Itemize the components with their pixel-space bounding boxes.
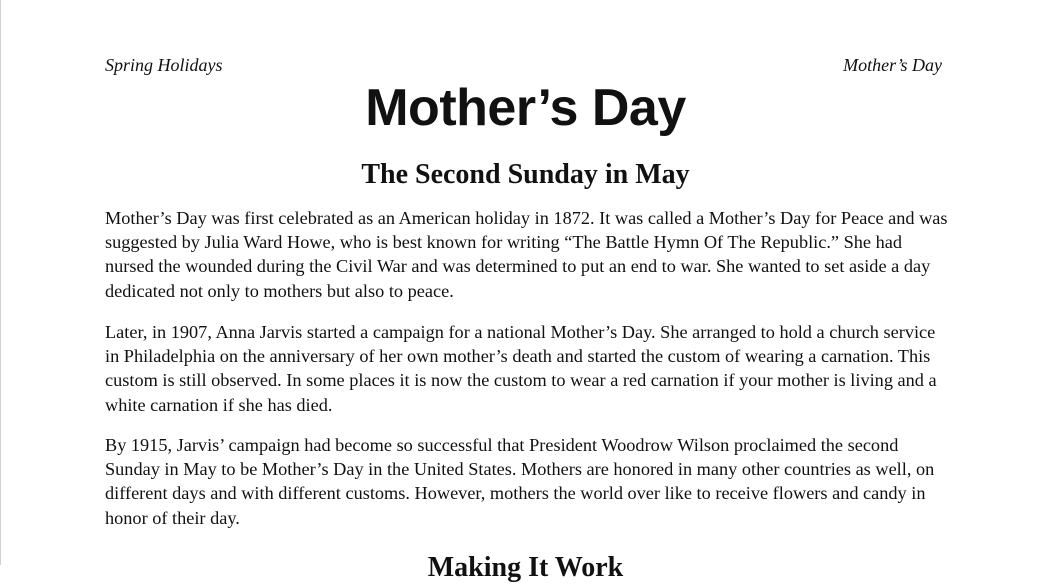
paragraph-anna-jarvis: Later, in 1907, Anna Jarvis started a campaign for a national Mother’s Day. She arranged to hold a church service in Philadelphia on the anniversary of her own mother’s death and started the custom of wearing a carnation. This custom is still observed. In some places it is now the custom to wear a red carnation if your mother is living and a white carnation if she has died. — [105, 322, 937, 415]
section-heading: Making It Work — [427, 552, 624, 583]
page-subtitle: The Second Sunday in May — [361, 159, 690, 190]
running-header-topic: Mother’s Day — [843, 55, 942, 75]
running-header-section: Spring Holidays — [105, 55, 223, 75]
page-title: Mother’s Day — [365, 79, 686, 137]
paragraph-national-holiday: By 1915, Jarvis’ campaign had become so successful that President Woodrow Wilson proclaimed the second Sunday in May to be Mother’s Day in the United States. Mothers are honored in many other countries as well, on different days and with different customs. However, mothers the world over like to receive flowers and candy in honor of their day. — [105, 435, 935, 528]
paragraph-history: Mother’s Day was first celebrated as an American holiday in 1872. It was called a Mother’s Day for Peace and was suggested by Julia Ward Howe, who is best known for writing “The Battle Hymn Of The Republic.” She had nursed the wounded during the Civil War and was determined to put an end to war. She wanted to set aside a day dedicated not only to mothers but also to peace. — [105, 208, 948, 301]
